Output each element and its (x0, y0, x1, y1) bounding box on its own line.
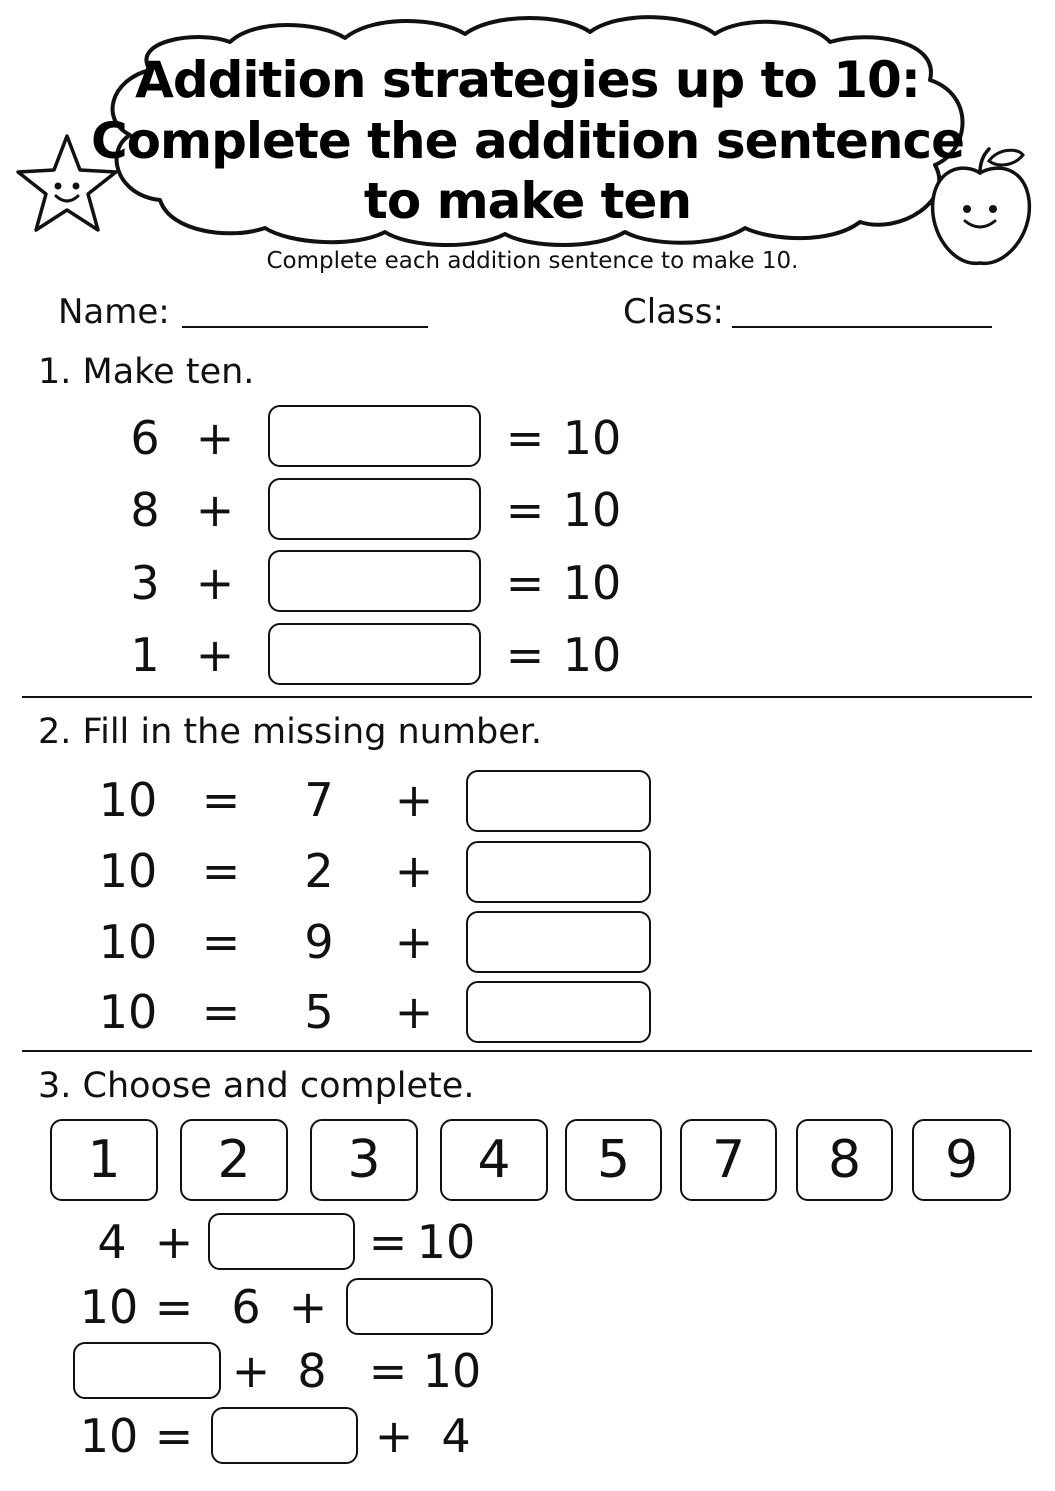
plus-sign: + (195, 628, 235, 682)
plus-sign: + (288, 1280, 328, 1334)
equals-sign: = (154, 1409, 194, 1463)
addend: 3 (130, 556, 160, 610)
name-label: Name: (58, 292, 170, 332)
total-value: 10 (98, 773, 158, 827)
answer-box[interactable] (268, 623, 481, 685)
answer-box[interactable] (268, 550, 481, 612)
addend: 8 (130, 483, 160, 537)
page-title-line-1: Addition strategies up to 10: (135, 51, 920, 109)
total-value: 10 (98, 844, 158, 898)
class-field[interactable] (732, 326, 992, 328)
addend: 8 (297, 1344, 327, 1398)
number-choice-card[interactable]: 8 (796, 1119, 893, 1201)
sum-value: 10 (422, 1344, 482, 1398)
addend: 1 (130, 628, 160, 682)
number-choice-card[interactable]: 2 (180, 1119, 288, 1201)
answer-box[interactable] (73, 1342, 221, 1399)
section-divider (22, 696, 1032, 698)
addend: 6 (130, 411, 160, 465)
plus-sign: + (394, 844, 434, 898)
answer-box[interactable] (268, 405, 481, 467)
instructions-subtitle: Complete each addition sentence to make 10. (266, 248, 799, 274)
equals-sign: = (201, 985, 241, 1039)
sum-value: 10 (562, 628, 622, 682)
section-3-title: 3. Choose and complete. (38, 1066, 475, 1106)
answer-box[interactable] (466, 981, 651, 1043)
equals-sign: = (505, 556, 545, 610)
number-choice-card[interactable]: 9 (912, 1119, 1011, 1201)
plus-sign: + (231, 1344, 271, 1398)
number-choice-card[interactable]: 4 (440, 1119, 548, 1201)
addend: 9 (304, 915, 334, 969)
answer-box[interactable] (211, 1407, 358, 1464)
equals-sign: = (505, 411, 545, 465)
addend: 4 (97, 1215, 127, 1269)
answer-box[interactable] (466, 841, 651, 903)
plus-sign: + (374, 1409, 414, 1463)
number-choice-card[interactable]: 1 (50, 1119, 158, 1201)
name-field[interactable] (182, 326, 428, 328)
sum-value: 10 (562, 411, 622, 465)
total-value: 10 (98, 985, 158, 1039)
equals-sign: = (154, 1280, 194, 1334)
total-value: 10 (79, 1280, 139, 1334)
class-label: Class: (623, 292, 724, 332)
section-divider (22, 1050, 1032, 1052)
plus-sign: + (195, 556, 235, 610)
sum-value: 10 (562, 483, 622, 537)
addend: 6 (231, 1280, 261, 1334)
addend: 7 (304, 773, 334, 827)
equals-sign: = (201, 773, 241, 827)
answer-box[interactable] (466, 770, 651, 832)
addend: 4 (441, 1409, 471, 1463)
smiling-star-icon (12, 130, 122, 240)
addend: 2 (304, 844, 334, 898)
answer-box[interactable] (268, 478, 481, 540)
addend: 5 (304, 985, 334, 1039)
number-choice-card[interactable]: 7 (680, 1119, 777, 1201)
section-2-title: 2. Fill in the missing number. (38, 712, 543, 752)
equals-sign: = (505, 483, 545, 537)
section-1-title: 1. Make ten. (38, 352, 255, 392)
plus-sign: + (394, 985, 434, 1039)
plus-sign: + (195, 483, 235, 537)
equals-sign: = (201, 844, 241, 898)
equals-sign: = (368, 1215, 408, 1269)
answer-box[interactable] (466, 911, 651, 973)
plus-sign: + (154, 1215, 194, 1269)
equals-sign: = (201, 915, 241, 969)
sum-value: 10 (416, 1215, 476, 1269)
number-choice-card[interactable]: 3 (310, 1119, 418, 1201)
equals-sign: = (505, 628, 545, 682)
answer-box[interactable] (208, 1213, 355, 1270)
plus-sign: + (394, 915, 434, 969)
sum-value: 10 (562, 556, 622, 610)
plus-sign: + (394, 773, 434, 827)
total-value: 10 (79, 1409, 139, 1463)
total-value: 10 (98, 915, 158, 969)
number-choice-card[interactable]: 5 (565, 1119, 662, 1201)
page-title-line-3: to make ten (363, 172, 692, 230)
answer-box[interactable] (346, 1278, 493, 1335)
plus-sign: + (195, 411, 235, 465)
equals-sign: = (368, 1344, 408, 1398)
page-title-line-2: Complete the addition sentence (90, 112, 965, 170)
